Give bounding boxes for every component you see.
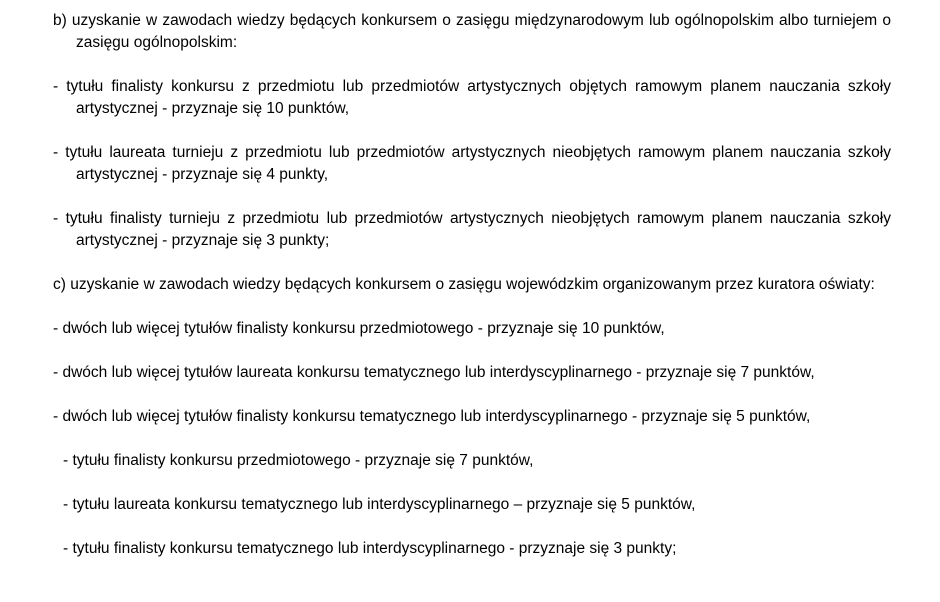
list-item-finalist-thematic: - tytułu finalisty konkursu tematycznego lub interdyscyplinarnego - przyznaje się 3 punkty; — [63, 540, 677, 557]
document-body — [53, 10, 891, 582]
list-item-two-finalist-thematic: - dwóch lub więcej tytułów finalisty konkursu tematycznego lub interdyscyplinarnego - przyznaje się 5 punktów, — [53, 408, 811, 425]
paragraph-b-intro: b) uzyskanie w zawodach wiedzy będących konkursem o zasięgu międzynarodowym lub ogólnopolskim albo turniejem o zasięgu ogólnopolskim: — [53, 12, 891, 51]
list-item-finalist-tournament-artistic: - tytułu finalisty turnieju z przedmiotu lub przedmiotów artystycznych nieobjętych ramowym planem nauczania szkoły artystycznej - przyznaje się 3 punkty; — [53, 210, 891, 249]
list-item-laureate-thematic: - tytułu laureata konkursu tematycznego lub interdyscyplinarnego – przyznaje się 5 punktów, — [63, 496, 696, 513]
paragraph-c-intro: c) uzyskanie w zawodach wiedzy będących konkursem o zasięgu wojewódzkim organizowanym przez kuratora oświaty: — [53, 276, 875, 293]
list-item-two-finalist-subject: - dwóch lub więcej tytułów finalisty konkursu przedmiotowego - przyznaje się 10 punktów, — [53, 320, 665, 337]
list-item-finalist-contest-artistic: - tytułu finalisty konkursu z przedmiotu lub przedmiotów artystycznych objętych ramowym planem nauczania szkoły artystycznej - przyznaje się 10 punktów, — [53, 78, 891, 117]
list-item-finalist-subject: - tytułu finalisty konkursu przedmiotowego - przyznaje się 7 punktów, — [63, 452, 534, 469]
list-item-two-laureate-thematic: - dwóch lub więcej tytułów laureata konkursu tematycznego lub interdyscyplinarnego - przyznaje się 7 punktów, — [53, 364, 815, 381]
list-item-laureate-tournament-artistic: - tytułu laureata turnieju z przedmiotu lub przedmiotów artystycznych nieobjętych ramowym planem nauczania szkoły artystycznej - przyznaje się 4 punkty, — [53, 144, 891, 183]
